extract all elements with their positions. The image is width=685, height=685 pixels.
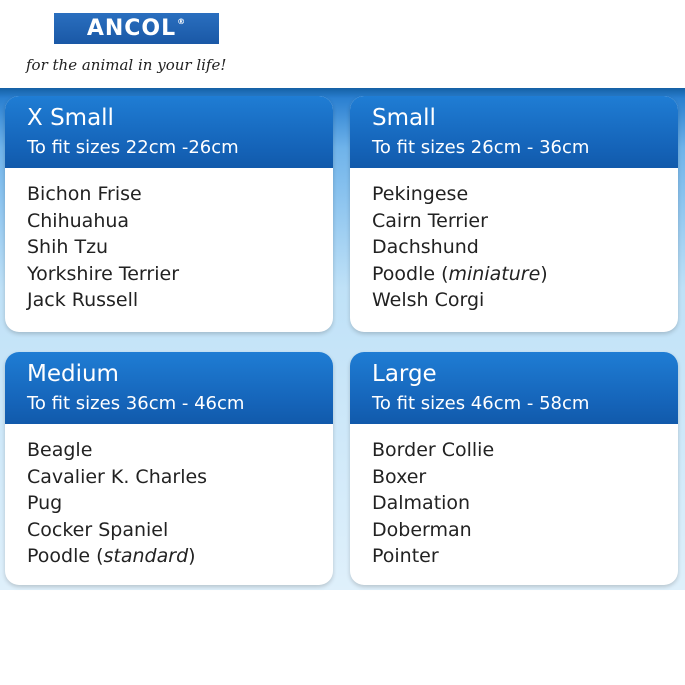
breed-item [372,517,678,544]
breed-item: Poodle (miniature) [372,262,548,285]
breed-name: Pekingese [372,183,469,205]
ancol-logo [54,13,219,44]
breed-name: Boxer [372,465,427,488]
breed-name: Doberman [372,518,472,541]
breed-name: Chihuahua [27,209,130,232]
registered-mark: ® [177,17,187,26]
breed-item [372,543,678,570]
breed-list [5,168,333,314]
card-header [350,352,678,424]
breed-name: Jack Russell [27,289,139,311]
card-size-range: To fit sizes 46cm - 58cm [372,393,590,414]
size-card-medium [5,352,333,585]
card-size-range: To fit sizes 36cm - 46cm [27,393,245,414]
card-title: Medium [27,361,119,387]
size-card-small [350,96,678,332]
card-title: Small [372,105,436,131]
breed-name: Cairn Terrier [372,209,488,232]
card-header [5,352,333,424]
breed-item [372,437,678,464]
breed-item: Poodle (standard) [27,545,196,567]
breed-name: Poodle [27,545,91,567]
breed-name: Pointer [372,545,439,567]
breed-item [27,181,333,208]
breed-item [372,464,678,491]
breed-name: Pug [27,492,63,514]
breed-list [350,168,678,314]
brand-tagline: for the animal in your life! [26,56,227,74]
card-header [350,96,678,168]
breed-name: Poodle [372,262,436,285]
breed-item [27,234,333,261]
breed-name: Bichon Frise [27,183,142,205]
breed-item [27,261,333,288]
breed-item [372,490,678,517]
breed-item [27,287,333,314]
card-header [5,96,333,168]
logo-text: ANCOL [86,16,177,41]
breed-name: Beagle [27,439,93,461]
breed-name: Cavalier K. Charles [27,465,208,488]
breed-name: Dalmation [372,492,471,514]
breed-variant-note: miniature [448,262,541,285]
breed-list [5,424,333,570]
breed-name: Cocker Spaniel [27,518,169,541]
breed-name: Yorkshire Terrier [27,262,179,285]
size-card-large [350,352,678,585]
breed-name: Welsh Corgi [372,289,485,311]
breed-item [372,181,678,208]
breed-name: Dachshund [372,236,479,258]
breed-item [27,517,333,544]
breed-name: Shih Tzu [27,236,109,258]
breed-item [27,490,333,517]
card-title: X Small [27,105,114,131]
breed-item [372,234,678,261]
size-card-x-small [5,96,333,332]
breed-item [27,208,333,235]
breed-item [372,287,678,314]
breed-name: Border Collie [372,439,495,461]
breed-item [372,208,678,235]
card-size-range: To fit sizes 26cm - 36cm [372,137,590,158]
breed-item [27,437,333,464]
breed-item [27,464,333,491]
breed-variant-note: standard [103,545,189,567]
card-title: Large [372,361,437,387]
card-size-range: To fit sizes 22cm -26cm [27,137,239,158]
breed-list [350,424,678,570]
